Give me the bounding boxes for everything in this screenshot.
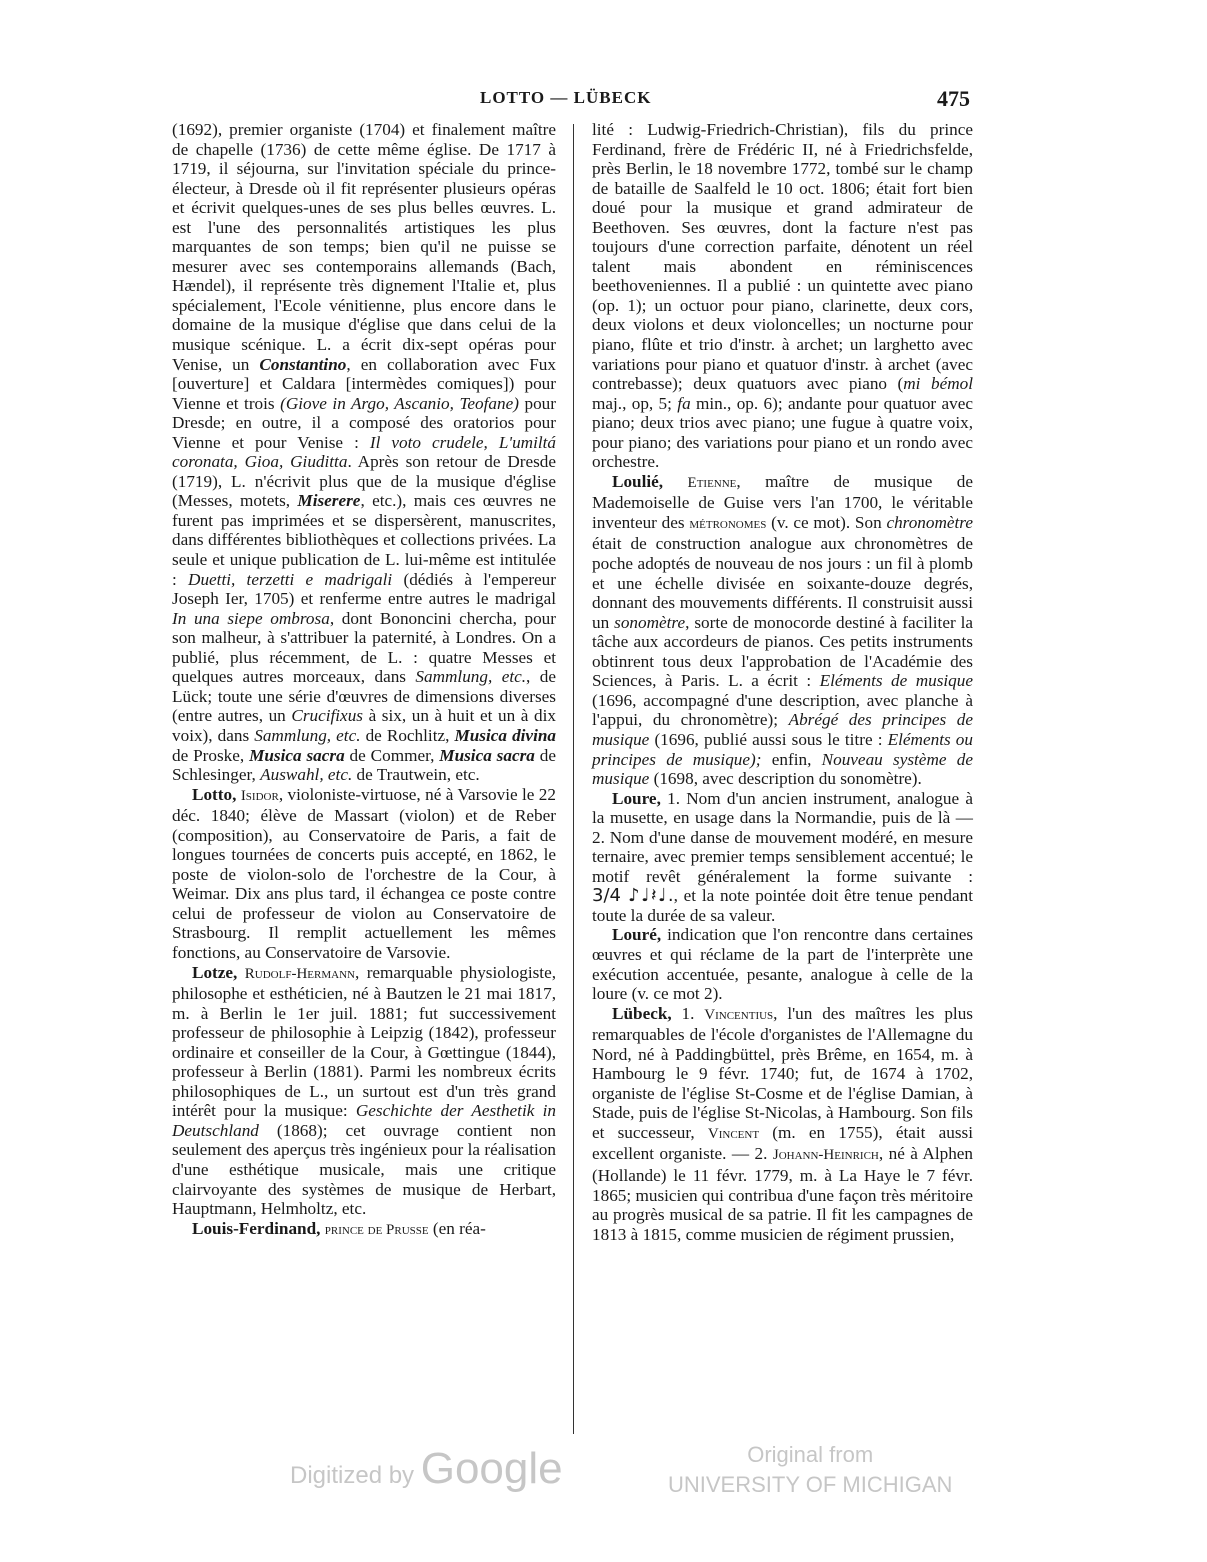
text-run: Musica divina — [454, 725, 556, 745]
entry-louis-ferdinand — [172, 1219, 556, 1241]
text-run: de Proske, — [172, 745, 250, 765]
text-run: Etienne — [687, 474, 737, 491]
text-run: Geschichte der Aesthetik in Deutschland — [172, 1101, 556, 1140]
text-run: Vincentius — [704, 1006, 774, 1023]
headword: Louis-Ferdinand, — [192, 1218, 325, 1238]
text-run: métronomes — [689, 515, 767, 532]
text-run: Sammlung, etc. — [254, 725, 361, 745]
entry-lotto — [172, 785, 556, 963]
text-run: Johann-Heinrich — [772, 1147, 879, 1164]
text-run: Musica sacra — [249, 745, 345, 765]
headword: Lotto, — [192, 784, 241, 804]
text-run: (m. en 1755), était aussi excellent organiste. — 2. — [592, 1122, 973, 1164]
text-run: Eléments ou principes de musique); — [592, 729, 973, 769]
text-run: enfin, — [771, 749, 822, 769]
text-run: Vincent — [707, 1125, 760, 1142]
text-run: (Giove in Argo, Ascanio, Teofane) — [280, 393, 519, 413]
text-run: lité : Ludwig-Friedrich-Christian), fils du prince Ferdinand, frère de Frédéric II, né à Friedrichsfelde, près Berlin, le 18 novembre 1772, tombé sur le champ de bataille de Saalfeld le 10 oct. 1806; était fort bien doué pour la musique et grand admirateur de Beethoven. Ses œuvres, dont la facture n'est pas toujours d'une correction parfaite, dénotent un réel talent mais abondent en réminiscences beethoveniennes. Il a publié : un quintette avec piano (op. 1); un octuor pour piano, clarinette, deux cors, deux violons et deux violoncelles; un nocturne pour piano, flûte et trio d'instr. à archet; un larghetto avec variations pour piano et quatuor d'instr. à archet (avec contrebasse); deux quatuors avec piano ( — [592, 120, 973, 394]
text-run: Isidor — [240, 787, 279, 804]
text-run: chronomètre — [886, 512, 973, 532]
text-run: min., op. 6); andante pour quatuor avec piano; deux trios avec piano; une fugue à quatre voix, pour piano; des variations pour piano et un rondo avec orchestre. — [592, 393, 973, 472]
text-run: Nouveau système de musique — [592, 749, 973, 789]
headword: Louré, — [612, 925, 668, 945]
headword: Lotze, — [192, 962, 245, 982]
text-run: , remarquable physiologiste, philosophe et esthéticien, né à Bautzen le 21 mai 1817, m. à Berlin le 1er juil. 1881; fut successivement professeur de philosophie à Leipzig (1842), professeur ordinaire et conseiller de la Cour, à Gœttingue (1844), professeur à Berlin (1881). Parmi les nombreux écrits philosophiques de L., un surtout est d'un très grand intérêt pour la musique: — [172, 962, 556, 1121]
institution-text: UNIVERSITY OF MICHIGAN — [668, 1472, 953, 1497]
page-header — [170, 86, 970, 116]
text-run: (1698, avec description du sonomètre). — [649, 769, 922, 789]
text-run: pour Dresde; en outre, il a composé des oratorios pour Vienne et pour Venise : — [172, 393, 556, 452]
headword: Loulié, — [612, 471, 688, 491]
text-run: à six, un à huit et un à dix voix), dans — [172, 706, 556, 745]
text-run: , dont Bononcini chercha, pour son malheur, à s'attribuer la paternité, à Londres. On a publié, plus récemment, de L. : quatre Messes et quelques autres morceaux, dans — [172, 608, 556, 687]
text-run: maj., op, 5; — [592, 393, 678, 413]
text-run: Rudolf-Hermann — [244, 965, 355, 982]
text-run: Miserere — [297, 491, 361, 511]
text-run: Musica sacra — [439, 745, 535, 765]
text-run: indication que l'on rencontre dans certaines œuvres et qui réclame de la part de l'interprète une exécution accentuée, pesante, analogue à celle de la loure (v. ce mot 2). — [592, 925, 974, 1004]
text-run: , l'un des maîtres les plus remarquables de l'école d'organistes de l'Allemagne du Nord, né à Paddingbüttel, près Brême, en 1654, m. à Hambourg le 9 févr. 1740; fut, de 1674 à 1702, organiste de l'église St-Cosme et de l'église Damian, à Stade, puis de l'église St-Nicolas, à Hambourg. Son fils et successeur, — [592, 1003, 973, 1142]
text-run: mi bémol — [903, 374, 973, 394]
text-run: , sorte de monocorde destiné à faciliter la tâche aux accordeurs de pianos. Ces petits instruments obtinrent tous deux l'approbation de l'Académie des Sciences, à Paris. L. a écrit : — [592, 612, 973, 691]
digitized-by-text: Digitized by — [290, 1462, 415, 1489]
text-run: . Après son retour de Dresde (1719), L. n'écrivit plus que de la musique d'église (Messes, motets, — [172, 452, 556, 511]
text-run: Crucifixus — [291, 706, 363, 726]
paragraph — [592, 120, 973, 472]
text-run: de Rochlitz, — [360, 725, 455, 745]
entry-loure — [592, 789, 973, 926]
text-run: , etc.), mais ces œuvres ne furent pas imprimées et se dispersèrent, manuscrites, dans différentes bibliothèques et collections privées. La seule et unique publication de L. lui-même est intitulée : — [172, 491, 556, 589]
text-run: (en réa- — [428, 1218, 486, 1238]
entry-loulie — [592, 472, 973, 789]
source-watermark — [668, 1440, 952, 1500]
text-run: (1692), premier organiste (1704) et finalement maître de chapelle (1736) de cette même église. De 1717 à 1719, il séjourna, sur l'invitation spéciale du prince-électeur, à Dresde où il fit représenter plusieurs opéras et écrivit quelques-unes de ses plus belles œuvres. L. est l'une des personnalités artistiques les plus marquantes de son temps; bien qu'il ne puisse se mesurer avec ses contemporains allemands (Bach, Hændel), il représente très dignement l'Italie et, plus spécialement, l'Ecole vénitienne, plus encore dans le domaine de la musique d'église que dans celui de la musique scénique. L. a écrit dix-sept opéras pour Venise, un — [172, 120, 556, 374]
text-run: , de Lück; toute une série d'œuvres de dimensions diverses (entre autres, un — [172, 667, 556, 726]
text-run: Sammlung, etc. — [415, 667, 527, 687]
text-run: Auswahl, etc. — [260, 765, 353, 785]
music-notation: 3/4 ♪♩𝄽♩. — [592, 885, 674, 907]
text-run: Il voto crudele, L'umiltá coronata, Gioa, Giuditta — [172, 432, 557, 472]
right-column — [592, 120, 973, 1244]
text-run: (dédiés à l'empereur Joseph Ier, 1705) et renferme entre autres le madrigal — [172, 569, 556, 609]
text-run: , né à Alphen (Hollande) le 11 févr. 1779, m. à La Haye le 7 févr. 1865; musicien qui contribua d'une façon très méritoire au progrès musical de sa patrie. Il fit les campagnes de 1813 à 1815, comme musicien de régiment prussien, — [592, 1144, 974, 1244]
entry-loure-indication — [592, 925, 973, 1003]
text-run: prince de Prusse — [324, 1221, 429, 1238]
text-run: de Trautwein, etc. — [352, 765, 480, 785]
google-logo: Google — [420, 1444, 563, 1493]
running-head: LOTTO — LÜBECK — [480, 88, 652, 107]
original-from-text: Original from — [747, 1442, 874, 1467]
entry-lubeck — [592, 1004, 973, 1245]
text-run: (1696, accompagné d'une description, avec planche à l'appui, du chronomètre); — [592, 690, 973, 730]
text-run: de Commer, — [344, 745, 440, 765]
paragraph — [172, 120, 556, 785]
left-column — [172, 120, 556, 1240]
text-run: , violoniste-virtuose, né à Varsovie le 22 déc. 1840; élève de Massart (violon) et de Reber (composition), au Conservatoire de Paris, a fait de longues tournées de concerts puis accepté, en 1862, le poste de violon-solo de l'orchestre de la Cour, à Weimar. Dix ans plus tard, il échangea ce poste contre celui de professeur de violon au Conservatoire de Strasbourg. Il remplit actuellement les mêmes fonctions, au Conservatoire de Varsovie. — [172, 784, 556, 962]
text-run: 1. — [681, 1003, 705, 1023]
text-run: Duetti, terzetti e madrigali — [188, 569, 393, 589]
text-run: Abrégé des principes de musique — [592, 710, 973, 749]
text-run: (v. ce mot). Son — [766, 512, 887, 532]
text-run: In una siepe ombrosa — [172, 608, 330, 628]
text-run: Eléments de musique — [819, 671, 973, 691]
text-run: fa — [677, 393, 691, 413]
page-number: 475 — [937, 86, 970, 111]
text-run: Constantino — [259, 354, 347, 374]
text-run: était de construction analogue aux chronomètres de poche adoptés de nouveau de nos jours : un fil à plomb et une échelle divisée en soixante-douze degrés, donnant des mouvements différents. Il construisit aussi un — [592, 534, 973, 632]
text-run: sonomètre — [614, 612, 686, 632]
text-run: , et la note pointée doit être tenue pendant toute la durée de sa valeur. — [592, 886, 973, 925]
google-watermark — [290, 1444, 563, 1494]
text-run: (1868); cet ouvrage contient non seulement des aperçus très ingénieux pour la réalisation d'une esthétique musicale, mais une critique clairvoyante des systèmes de musique de Herbart, Hauptmann, Helmholtz, etc. — [172, 1120, 556, 1219]
digitization-footer — [0, 1440, 1207, 1520]
column-divider — [573, 124, 574, 1434]
entry-lotze — [172, 963, 556, 1219]
text-run: de Schlesinger, — [172, 745, 556, 785]
text-run: 1. Nom d'un ancien instrument, analogue à la musette, en usage dans la Normandie, puis de là — 2. Nom d'une danse de mouvement modéré, en mesure ternaire, avec premier temps sensiblement accentué; le motif revêt généralement la forme suivante : — [592, 788, 973, 886]
text-run: (1696, publié aussi sous le titre : — [649, 729, 888, 749]
text-run: , en collaboration avec Fux [ouverture] et Caldara [intermèdes comiques]) pour Vienne et trois — [172, 354, 556, 413]
headword: Loure, — [612, 788, 668, 808]
headword: Lübeck, — [612, 1003, 682, 1023]
text-run: , maître de musique de Mademoiselle de Guise vers l'an 1700, le véritable inventeur des — [592, 471, 974, 532]
